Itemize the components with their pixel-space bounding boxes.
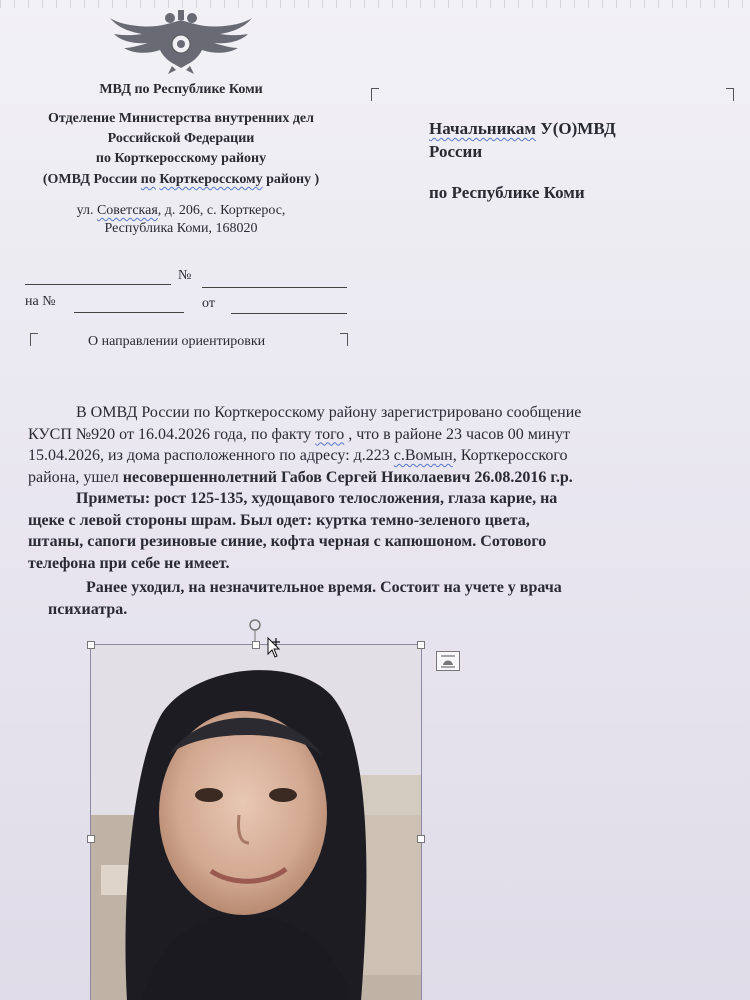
body-part: района, ушел [28,468,123,486]
resize-handle[interactable] [87,835,95,843]
org-short-name: МВД по Республике Коми [99,82,263,97]
corner-mark [726,88,734,101]
recipient-line-3: по Республике Коми [429,183,585,202]
child-in-black-hood-photo[interactable] [90,644,422,1000]
dept-line-3: по Корткеросскому району [95,151,267,166]
body-part: , Корткеросского [452,447,568,464]
dept-line-4 [20,172,342,188]
body-part: того [315,425,345,443]
body-line [28,445,718,467]
body-line [28,467,718,489]
corner-mark [371,88,379,101]
body-line: штаны, сапоги резиновые синие, кофта черная с капюшоном. Сотового [28,533,547,550]
body-line: психиатра. [48,600,128,618]
number-sign: № [178,268,192,283]
dept-line-4-part: району ) [262,172,320,187]
body-part: , что в районе 23 часов 00 минут [344,425,570,443]
body-part: КУСП №920 от 16.04.2026 года, по факту [28,425,316,443]
address-line-1 [20,203,342,219]
dept-line-1: Отделение Министерства внутренних дел [48,111,314,126]
number-field-line [202,287,347,288]
recipient-line-1 [429,119,616,139]
resize-handle[interactable] [87,641,95,649]
body-part: несовершеннолетний Габов Сергей Николаевич 26.08.2016 г.р. [122,468,573,486]
body-line: Ранее уходил, на незначительное время. Состоит на учете у врача [86,579,562,596]
body-line [28,424,718,446]
address-part: Советская [96,203,158,218]
outgoing-number-line [25,284,171,285]
recipient-part: У(О)МВД [536,119,616,138]
body-part: с.Вомын [393,447,453,464]
document-body [28,402,718,620]
subject-line: О направлении ориентировки [88,334,266,349]
body-line: телефона при себе не имеет. [28,554,230,572]
resize-handle[interactable] [252,641,260,649]
dept-line-4-part: Корткеросскому [159,172,263,187]
body-line: Приметы: рост 125-135, худощавого телосложения, глаза карие, на [76,490,558,507]
resize-handle[interactable] [417,835,425,843]
rotate-handle-icon[interactable] [247,618,263,642]
body-line: щеке с левой стороны шрам. Был одет: куртка темно-зеленого цвета, [28,511,530,529]
address-line-2: Республика Коми, 168020 [104,221,258,236]
body-part: 15.04.2026, из дома расположенного по адресу: д.223 [28,447,394,464]
address-part: , д. 206, с. Корткерос, [157,203,286,218]
on-number-label: на № [25,294,56,309]
photo-image [91,645,421,1000]
from-date-line [231,313,347,314]
recipient-line-2: России [429,142,483,161]
move-cursor-icon [262,636,284,662]
on-number-line [74,312,184,313]
corner-mark [340,333,348,346]
body-line: В ОМВД России по Корткеросскому району зарегистрировано сообщение [76,404,582,421]
from-label: от [202,296,215,311]
resize-handle[interactable] [417,641,425,649]
corner-mark [30,333,38,346]
layout-options-icon[interactable] [436,651,460,671]
ruler [0,0,750,8]
recipient-part: Начальникам [429,119,537,138]
dept-line-4-part: (ОМВД России [42,172,141,187]
dept-line-2: Российской Федерации [107,131,255,146]
double-headed-eagle-emblem [108,10,254,76]
address-part: ул. [76,203,97,218]
dept-line-4-part: по [140,172,156,187]
